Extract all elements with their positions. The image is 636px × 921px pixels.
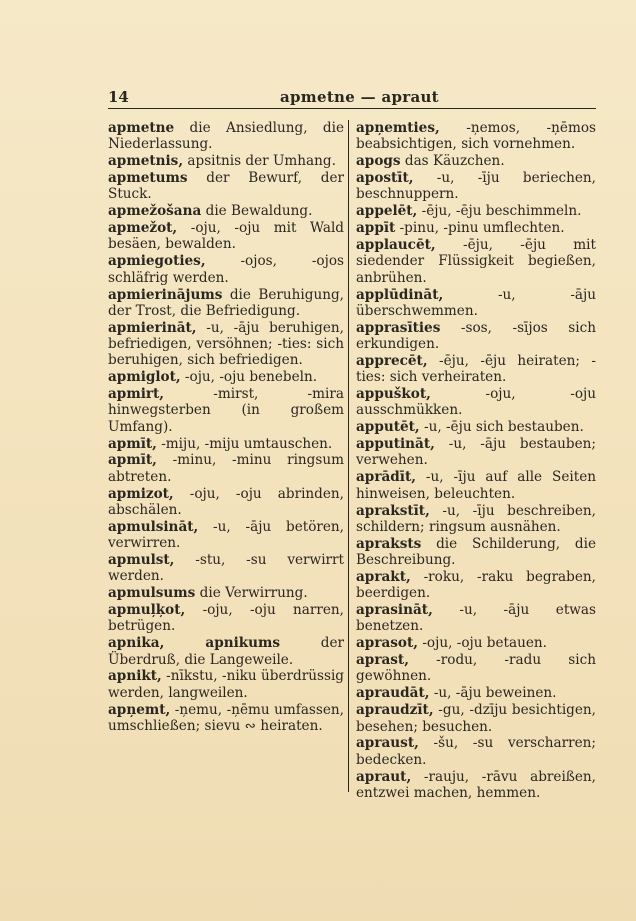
entry-definition: -oju, -oju ausschmükken. bbox=[356, 386, 596, 419]
entry-definition: -ojos, -ojos schläfrig werden. bbox=[108, 253, 344, 286]
dictionary-entry bbox=[356, 120, 596, 153]
entry-definition: die Bewaldung. bbox=[201, 203, 313, 220]
entry-headword: appelēt, bbox=[356, 203, 418, 220]
dictionary-entry bbox=[356, 735, 596, 768]
entry-definition: -u, -ēju sich bestauben. bbox=[419, 419, 584, 436]
entry-headword: apprasīties bbox=[356, 319, 441, 336]
dictionary-entry bbox=[356, 602, 596, 635]
entry-definition: die Beruhigung, der Trost, die Befriedigung. bbox=[108, 286, 344, 319]
entry-headword: apmetums bbox=[108, 170, 188, 187]
dictionary-entry bbox=[356, 220, 596, 236]
dictionary-entry bbox=[356, 702, 596, 735]
entry-definition: -stu, -su verwirrt werden. bbox=[108, 552, 344, 585]
dictionary-entry bbox=[108, 585, 344, 601]
entry-headword: apmierināt, bbox=[108, 319, 197, 336]
entry-definition: -oju, -oju betauen. bbox=[418, 635, 547, 652]
entry-definition: -u, -āju etwas benetzen. bbox=[356, 602, 596, 635]
entry-headword: apogs bbox=[356, 153, 401, 170]
entry-headword: apostīt, bbox=[356, 170, 414, 187]
entry-headword: apņemt, bbox=[108, 701, 171, 718]
dictionary-entry bbox=[108, 320, 344, 369]
dictionary-entry bbox=[108, 253, 344, 286]
dictionary-entry bbox=[356, 685, 596, 701]
entry-definition: -u, -āju überschwemmen. bbox=[356, 286, 596, 319]
dictionary-entry bbox=[108, 287, 344, 320]
entry-headword: aprasināt, bbox=[356, 602, 433, 619]
entry-headword: apraudāt, bbox=[356, 685, 430, 702]
entry-headword: apmizot, bbox=[108, 485, 174, 502]
entry-definition: -ēju, -ēju mit siedender Flüssigkeit begießen, anbrühen. bbox=[356, 237, 596, 286]
entry-headword: apnika, apnikums bbox=[108, 635, 281, 652]
entry-headword: apmīt, bbox=[108, 452, 157, 469]
entry-definition: -oju, -oju narren, betrügen. bbox=[108, 602, 344, 635]
dictionary-entry bbox=[356, 769, 596, 802]
dictionary-entry bbox=[108, 702, 344, 735]
dictionary-entry bbox=[356, 170, 596, 203]
entry-definition: -u, -āju betören, verwirren. bbox=[108, 518, 344, 552]
entry-headword: apmulsums bbox=[108, 585, 196, 602]
entry-definition: die Schilderung, die Beschreibung. bbox=[356, 535, 596, 569]
entry-headword: applaucēt, bbox=[356, 237, 436, 254]
entry-headword: apmetne bbox=[108, 120, 175, 136]
dictionary-entry bbox=[356, 503, 596, 536]
entry-definition: -ēju, -ēju heiraten; -ties: sich verheiraten. bbox=[356, 352, 596, 386]
dictionary-entry bbox=[108, 153, 344, 169]
entry-definition: -sos, -sījos sich erkundigen. bbox=[356, 319, 596, 353]
dictionary-entry bbox=[356, 469, 596, 502]
running-head: apmetne — apraut bbox=[280, 88, 439, 106]
dictionary-entry bbox=[108, 452, 344, 485]
entry-headword: apmirt, bbox=[108, 386, 165, 403]
dictionary-entry bbox=[108, 203, 344, 219]
entry-definition: -oju, -oju benebeln. bbox=[180, 369, 318, 386]
entry-definition: apsitnis der Umhang. bbox=[183, 153, 336, 170]
entry-definition: -roku, -raku begraben, beerdigen. bbox=[356, 568, 596, 602]
entry-definition: -u, -īju beriechen, beschnuppern. bbox=[356, 170, 596, 203]
entry-definition: -u, -āju bestauben; verwehen. bbox=[356, 436, 596, 469]
entry-definition: -ēju, -ēju beschimmeln. bbox=[417, 203, 582, 220]
entry-definition: -oju, -oju abrinden, abschälen. bbox=[108, 485, 344, 518]
dictionary-entry bbox=[356, 652, 596, 685]
entry-headword: apmulst, bbox=[108, 552, 175, 569]
entry-headword: apraudzīt, bbox=[356, 702, 434, 719]
entry-definition: -mirst, -mira hinwegsterben (in großem Umfang). bbox=[108, 386, 344, 435]
dictionary-entry bbox=[108, 120, 344, 153]
entry-headword: apmiegoties, bbox=[108, 253, 206, 270]
entry-definition: -nīkstu, -niku überdrüssig werden, langweilen. bbox=[108, 668, 344, 701]
entry-headword: apraut, bbox=[356, 768, 412, 785]
entry-headword: apnikt, bbox=[108, 668, 162, 685]
entry-definition: -u, -īju auf alle Seiten hinweisen, beleuchten. bbox=[356, 469, 596, 502]
dictionary-entry bbox=[356, 386, 596, 419]
dictionary-entry bbox=[356, 320, 596, 353]
entry-headword: apraust, bbox=[356, 735, 419, 752]
entry-headword: apmetnis, bbox=[108, 153, 184, 170]
entry-definition: der Überdruß, die Langeweile. bbox=[108, 635, 344, 668]
entry-headword: aprādīt, bbox=[356, 469, 416, 486]
entry-definition: -ņemos, -ņēmos beabsichtigen, sich vornehmen. bbox=[356, 120, 596, 153]
dictionary-entry bbox=[108, 436, 344, 452]
entry-headword: apmežošana bbox=[108, 203, 202, 220]
entry-definition: -u, -īju beschreiben, schildern; ringsum ausnähen. bbox=[356, 502, 596, 535]
entry-definition: die Ansiedlung, die Niederlassung. bbox=[108, 120, 344, 153]
entry-headword: apmīt, bbox=[108, 435, 157, 452]
dictionary-entry bbox=[356, 635, 596, 651]
dictionary-entry bbox=[356, 237, 596, 286]
entry-headword: applūdināt, bbox=[356, 286, 444, 303]
entry-headword: aprakt, bbox=[356, 568, 411, 585]
entry-definition: -u, -āju beweinen. bbox=[429, 685, 557, 702]
entry-headword: apmierinājums bbox=[108, 286, 223, 303]
entry-headword: aprast, bbox=[356, 652, 409, 669]
dictionary-entry bbox=[356, 419, 596, 435]
dictionary-entry bbox=[108, 519, 344, 552]
dictionary-entry bbox=[108, 369, 344, 385]
entry-definition: -miju, -miju umtauschen. bbox=[156, 435, 333, 452]
dictionary-entry bbox=[356, 287, 596, 320]
entry-definition: -pinu, -pinu umflechten. bbox=[395, 220, 565, 237]
entry-headword: aprasot, bbox=[356, 635, 419, 652]
entry-headword: apmežot, bbox=[108, 220, 178, 237]
entry-definition: -ņemu, -ņēmu umfassen, umschließen; sievu ∾ heiraten. bbox=[108, 701, 344, 734]
entry-definition: die Verwirrung. bbox=[195, 585, 308, 602]
dictionary-entry bbox=[108, 602, 344, 635]
dictionary-entry bbox=[356, 153, 596, 169]
entry-headword: apņemties, bbox=[356, 120, 440, 136]
left-column bbox=[108, 120, 344, 735]
entry-definition: -oju, -oju mit Wald besäen, bewalden. bbox=[108, 220, 344, 253]
page-number: 14 bbox=[108, 88, 129, 106]
entry-definition: -gu, -dzīju besichtigen, besehen; besuchen. bbox=[356, 702, 596, 735]
dictionary-entry bbox=[108, 552, 344, 585]
entry-headword: aprakstīt, bbox=[356, 502, 430, 519]
page-header bbox=[108, 86, 596, 109]
dictionary-entry bbox=[108, 486, 344, 519]
entry-definition: -minu, -minu ringsum abtreten. bbox=[108, 452, 344, 485]
entry-headword: appīt bbox=[356, 220, 396, 237]
dictionary-entry bbox=[108, 386, 344, 435]
column-divider bbox=[348, 120, 349, 792]
entry-headword: apraksts bbox=[356, 535, 422, 552]
entry-headword: apmuļķot, bbox=[108, 602, 186, 619]
dictionary-entry bbox=[356, 353, 596, 386]
dictionary-entry bbox=[108, 220, 344, 253]
entry-definition: das Käuzchen. bbox=[400, 153, 505, 170]
dictionary-entry bbox=[356, 569, 596, 602]
entry-headword: apputēt, bbox=[356, 419, 420, 436]
right-column bbox=[356, 120, 596, 802]
entry-definition: der Bewurf, der Stuck. bbox=[108, 170, 344, 203]
entry-definition: -u, -āju beruhigen, befriedigen, versöhnen; -ties: sich beruhigen, sich befriedigen. bbox=[108, 319, 344, 369]
dictionary-entry bbox=[108, 635, 344, 668]
entry-headword: apmulsināt, bbox=[108, 518, 199, 535]
entry-headword: appuškot, bbox=[356, 386, 431, 403]
entry-definition: -šu, -su verscharren; bedecken. bbox=[356, 735, 596, 768]
entry-headword: apprecēt, bbox=[356, 352, 428, 369]
entry-headword: apmiglot, bbox=[108, 369, 181, 386]
entry-definition: -rodu, -radu sich gewöhnen. bbox=[356, 652, 596, 685]
dictionary-entry bbox=[356, 203, 596, 219]
dictionary-entry bbox=[108, 170, 344, 203]
entry-headword: apputināt, bbox=[356, 436, 435, 453]
dictionary-entry bbox=[108, 668, 344, 701]
dictionary-entry bbox=[356, 536, 596, 569]
entry-definition: -rauju, -rāvu abreißen, entzwei machen, hemmen. bbox=[356, 768, 596, 801]
dictionary-entry bbox=[356, 436, 596, 469]
